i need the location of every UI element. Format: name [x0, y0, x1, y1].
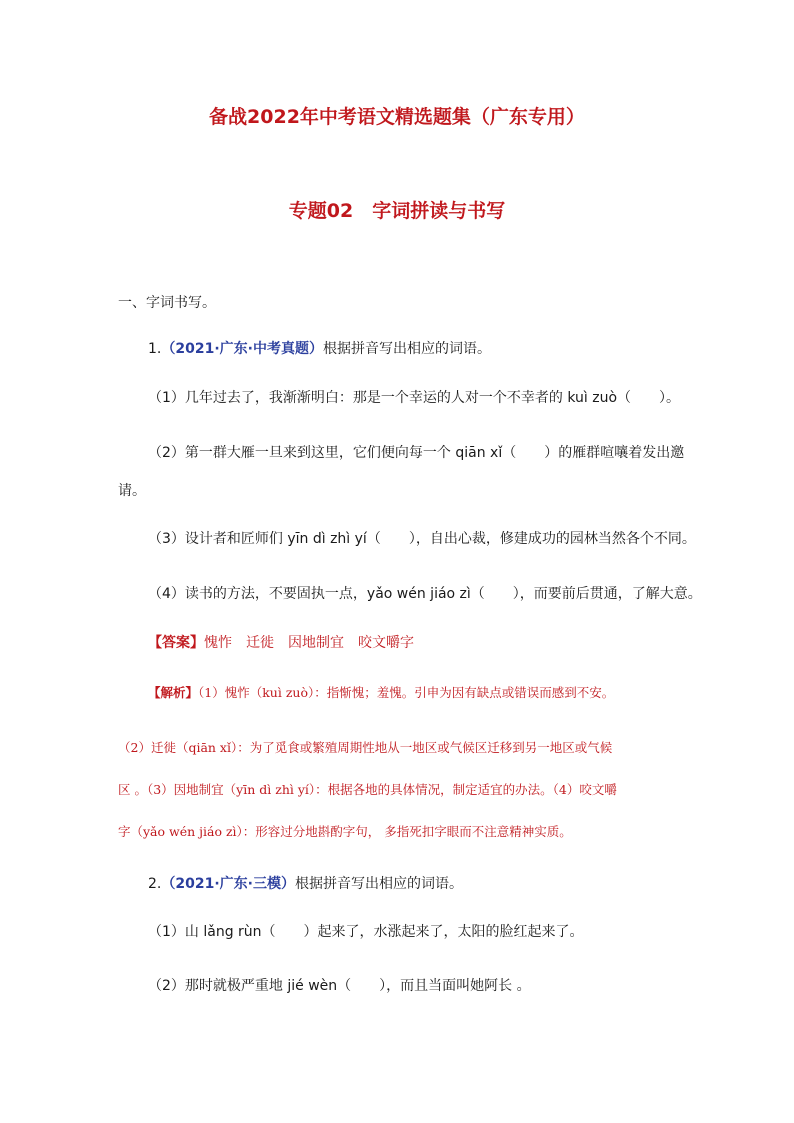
answer-label: 【答案】 — [148, 635, 204, 651]
topic-subtitle: 专题02 字词拼读与书写 — [288, 200, 506, 222]
question-1-item-2-continued: 请。 — [118, 483, 146, 499]
analysis-line-2: （2）迁徙（qiān xǐ）：为了觅食或繁殖周期性地从一地区或气候区迁移到另一地区或气候 — [118, 740, 613, 755]
analysis-text: （1）愧怍（kuì zuò）：指惭愧；羞愧。引申为因有缺点或错误而感到不安。 — [198, 685, 615, 700]
answer-line — [148, 633, 414, 653]
analysis-line-1 — [148, 683, 614, 703]
document-title: 备战2022年中考语文精选题集（广东专用） — [209, 106, 585, 128]
question-prompt: 根据拼音写出相应的词语。 — [322, 341, 491, 357]
question-2-header — [148, 874, 463, 894]
question-1-header — [148, 339, 491, 359]
section-heading: 一、字词书写。 — [118, 295, 216, 311]
question-number: 2. — [148, 876, 162, 892]
analysis-line-3: 区 。（3）因地制宜（yīn dì zhì yí）：根据各地的具体情况，制定适宜的办法。（4）咬文嚼 — [118, 782, 617, 797]
question-1-item-1: （1）几年过去了，我渐渐明白：那是一个幸运的人对一个不幸者的 kuì zuò（ ）。 — [148, 390, 681, 406]
question-source: （2021·广东·中考真题） — [161, 341, 323, 357]
analysis-label: 【解析】 — [148, 685, 199, 700]
question-1-item-2: （2）第一群大雁一旦来到这里，它们便向每一个 qiān xǐ（ ）的雁群喧嚷着发出邀 — [148, 445, 685, 461]
question-number: 1. — [148, 341, 162, 357]
analysis-line-4: 字（yǎo wén jiáo zì）：形容过分地斟酌字句， 多指死扣字眼而不注意精神实质。 — [118, 824, 572, 839]
question-2-item-1: （1）山 lǎng rùn（ ）起来了，水涨起来了，太阳的脸红起来了。 — [148, 924, 584, 940]
question-source: （2021·广东·三模） — [161, 876, 295, 892]
question-1-item-3: （3）设计者和匠师们 yīn dì zhì yí（ ），自出心裁，修建成功的园林当然各个不同。 — [148, 531, 696, 547]
question-prompt: 根据拼音写出相应的词语。 — [294, 876, 463, 892]
question-2-item-2: （2）那时就极严重地 jié wèn（ ），而且当面叫她阿长 。 — [148, 978, 531, 994]
question-1-item-4: （4）读书的方法，不要固执一点，yǎo wén jiáo zì（ ），而要前后贯通，了解大意。 — [148, 586, 702, 602]
answer-text: 愧怍 迁徙 因地制宜 咬文嚼字 — [204, 635, 414, 651]
